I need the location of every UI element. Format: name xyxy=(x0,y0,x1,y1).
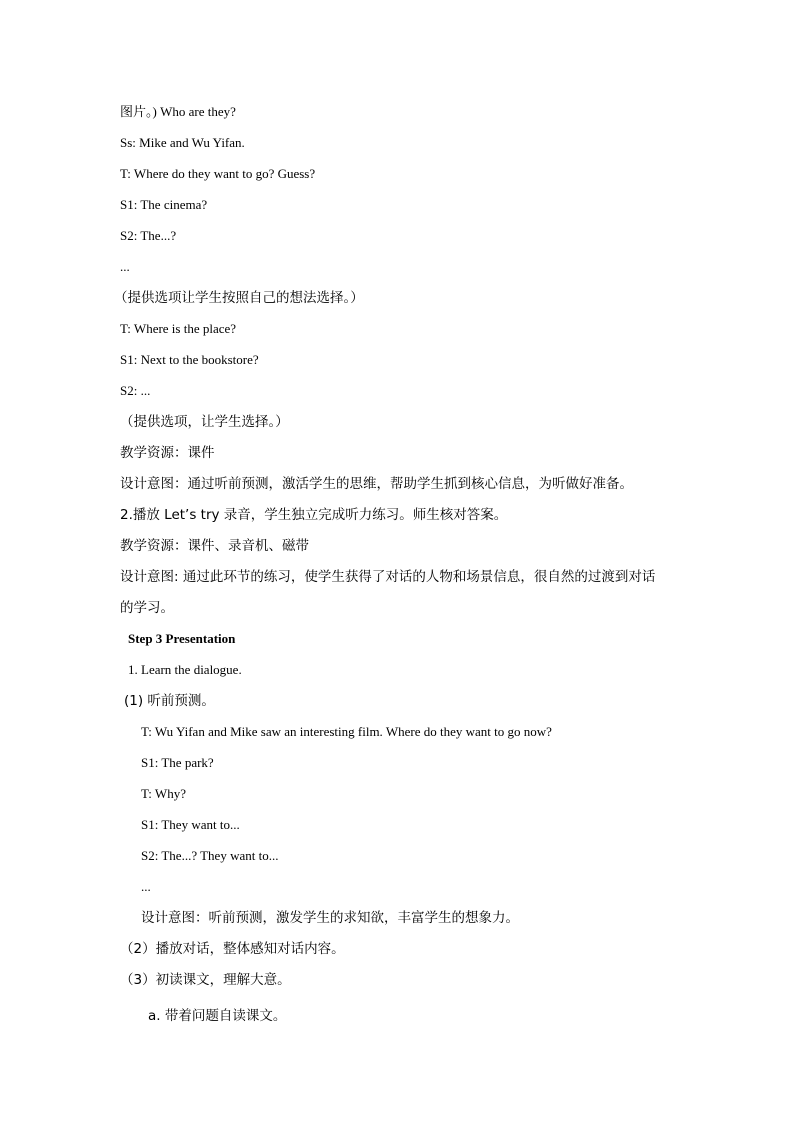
text-line: （提供选项让学生按照自己的想法选择。） xyxy=(114,290,364,306)
text-line: 2.播放 Let’s try 录音，学生独立完成听力练习。师生核对答案。 xyxy=(120,507,508,523)
text-line: T: Wu Yifan and Mike saw an interesting film. Where do they want to go now? xyxy=(141,724,552,739)
text-line: S2: ... xyxy=(120,383,151,398)
text-line: （提供选项，让学生选择。） xyxy=(120,414,289,430)
text-line: S2: The...? xyxy=(120,228,177,243)
text-line: S2: The...? They want to... xyxy=(141,848,279,863)
text-line: 的学习。 xyxy=(120,600,174,616)
section-heading: Step 3 Presentation xyxy=(128,631,236,646)
text-line: 设计意图: 通过此环节的练习，使学生获得了对话的人物和场景信息，很自然的过渡到对话 xyxy=(120,569,656,585)
text-line: S1: Next to the bookstore? xyxy=(120,352,259,367)
text-line: (1) 听前预测。 xyxy=(124,693,215,709)
text-line: S1: The cinema? xyxy=(120,197,208,212)
text-line: T: Where do they want to go? Guess? xyxy=(120,166,316,181)
text-line: 设计意图：听前预测，激发学生的求知欲，丰富学生的想象力。 xyxy=(141,910,519,926)
text-line: （3）初读课文，理解大意。 xyxy=(120,972,291,988)
text-line: a. 带着问题自读课文。 xyxy=(148,1008,287,1024)
text-line: T: Why? xyxy=(141,786,186,801)
text-line: T: Where is the place? xyxy=(120,321,237,336)
text-line: 设计意图：通过听前预测，激活学生的思维，帮助学生抓到核心信息，为听做好准备。 xyxy=(120,476,633,492)
text-line: Ss: Mike and Wu Yifan. xyxy=(120,135,245,150)
text-line: 图片。) Who are they? xyxy=(120,104,236,119)
text-line: 教学资源：课件、录音机、磁带 xyxy=(120,538,309,554)
text-line: ... xyxy=(141,879,151,894)
text-line: ... xyxy=(120,259,130,274)
text-line: S1: The park? xyxy=(141,755,214,770)
text-line: S1: They want to... xyxy=(141,817,240,832)
text-line: （2）播放对话，整体感知对话内容。 xyxy=(120,941,345,957)
text-line: 教学资源：课件 xyxy=(120,445,215,461)
text-line: 1. Learn the dialogue. xyxy=(128,662,242,677)
